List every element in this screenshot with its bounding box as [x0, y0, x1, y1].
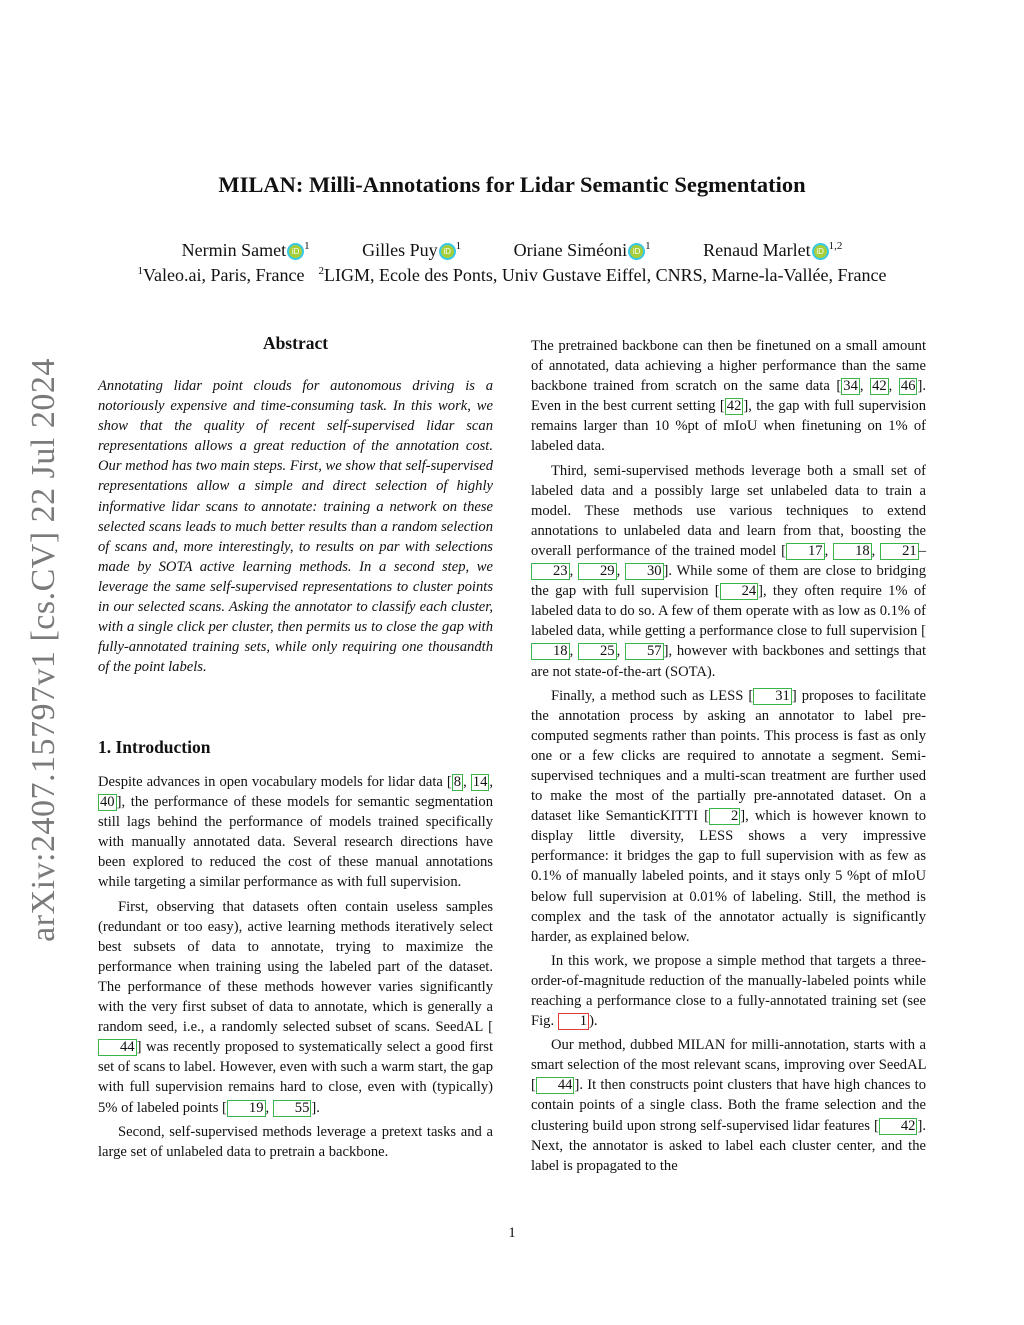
author [362, 240, 461, 261]
citation-link[interactable]: 55 [273, 1100, 312, 1117]
citation-link[interactable]: 29 [578, 563, 617, 580]
paragraph: The pretrained backbone can then be finetuned on a small amount of annotated, data achieving a higher performance than the same backbone trained from scratch on the same data [ 34 , 42 , 46 ]. Even in the best current setting [ 42 ], the gap with full supervision remains larger than 10 %pt of mIoU when finetuning on 1% of labeled data. [531, 338, 927, 455]
author [182, 240, 310, 261]
author-name: Gilles Puy [362, 240, 438, 260]
citation-link[interactable]: 42 [872, 378, 887, 395]
affiliation-ligm: LIGM, Ecole des Ponts, Univ Gustave Eiffel, CNRS, Marne-la-Vallée, France [323, 265, 887, 285]
right-column-body [531, 336, 926, 1180]
introduction-body [98, 772, 493, 1166]
author-name: Oriane Siméoni [513, 240, 628, 260]
abstract-heading: Abstract [262, 333, 329, 353]
citation-link[interactable]: 44 [536, 1077, 575, 1094]
citation-link[interactable]: 44 [98, 1039, 137, 1056]
paragraph: Second, self-supervised methods leverage a pretext tasks and a large set of unlabeled data to pretrain a backbone. [98, 1123, 493, 1160]
author [703, 240, 842, 261]
paragraph: Finally, a method such as LESS [ 31 ] proposes to facilitate the annotation process by asking an annotator to label pre-computed segments rather than points. This process is fast as only one or a few clicks are required to annotate a segment. Semi-supervised techniques and a multi-scan treatment are further used to make the most of the partially pre-annotated dataset. On a dataset like SemanticKITTI [ 2 ], which is however known to display little diversity, LESS shows a very impressive performance: it bridges the gap to full supervision with as few as 0.1% of manually labeled points, and it stays only 5 %pt of mIoU below full supervision at 0.01% of labeling. Still, the method is complex and the task of the annotator actually is significantly harder, as explained below. [531, 687, 926, 945]
page-number: 1 [508, 1225, 516, 1241]
paragraph: Despite advances in open vocabulary models for lidar data [ 8 , 14 , 40 ], the performance of these models for semantic segmentation still lags behind the performance of models trained specifically with manually annotated data. Several research directions have been explored to reduced the cost of these manual annotations while targeting a similar performance as with full supervision. [98, 774, 494, 891]
arxiv-identifier [22, 358, 66, 942]
citation-link[interactable]: 30 [625, 563, 664, 580]
author-list [0, 240, 1024, 261]
affiliations [0, 265, 1024, 286]
citation-link[interactable]: 2 [709, 808, 740, 825]
orcid-icon[interactable]: iD [439, 243, 456, 260]
citation-link[interactable]: 24 [720, 583, 759, 600]
paper-title: MILAN: Milli-Annotations for Lidar Semantic Segmentation [218, 172, 806, 197]
arxiv-identifier-text: arXiv:2407.15797v1 [cs.CV] 22 Jul 2024 [25, 358, 62, 942]
citation-link[interactable]: 21 [880, 543, 919, 560]
abstract-body [98, 376, 493, 681]
citation-link[interactable]: 34 [843, 378, 858, 395]
citation-link[interactable]: 42 [726, 398, 742, 415]
paragraph: Our method, dubbed MILAN for milli-annotation, starts with a smart selection of the most relevant scans, improving over SeedAL [ 44 ]. It then constructs point clusters that have high chances to contain points of a single class. Both the frame selection and the clustering build upon strong self-supervised lidar features [ 42 ]. Next, the annotator is asked to label each cluster center, and the label is propagated to the [531, 1037, 926, 1174]
author [514, 240, 651, 261]
citation-link[interactable]: 46 [900, 378, 916, 395]
affiliation-valeo: Valeo.ai, Paris, France [143, 265, 305, 285]
citation-link[interactable]: 18 [833, 543, 872, 560]
orcid-icon[interactable]: iD [628, 243, 645, 260]
introduction-heading: 1. Introduction [98, 737, 211, 757]
paragraph: First, observing that datasets often contain useless samples (redundant or too easy), active learning methods iteratively select best subsets of data to annotate, trying to maximize the performance when training using the labeled part of the dataset. The performance of these methods however varies significantly with the very first subset of data to annotate, which is generally a random seed, i.e., a randomly selected subset of scans. SeedAL [44 ] was recently proposed to systematically select a good first set of scans to label. However, even with such a warm start, the gap with full supervision remains hard to close, even with (typically) 5% of labeled points [ 19 , 55 ]. [98, 898, 493, 1116]
figure-link[interactable]: 1 [558, 1013, 589, 1030]
author-affiliation-mark: 1 [645, 240, 651, 252]
citation-link[interactable]: 14 [472, 774, 488, 790]
citation-link[interactable]: 19 [227, 1100, 266, 1117]
citation-link[interactable]: 40 [100, 794, 115, 811]
author-name: Renaud Marlet [703, 240, 811, 260]
citation-link[interactable]: 57 [625, 643, 664, 660]
affiliation-mark: 2 [318, 265, 324, 277]
abstract-text: Annotating lidar point clouds for autonomous driving is a notoriously expensive and time-consuming task. In this work, we show that the quality of recent self-supervised lidar scan representations allows a great reduction of the annotation cost. Our method has two main steps. First, we show that self-supervised representations allow a simple and direct selection of highly informative lidar scans to annotate: training a network on these selected scans leads to much better results than a random selection of scans and, more interestingly, to results on par with selections made by SOTA active learning methods. In a second step, we leverage the same self-supervised representations to cluster points in our selected scans. Asking the annotator to classify each cluster, with a single click per cluster, then permits us to close the gap with fully-annotated training sets, while only requiring one thousandth of the point labels. [98, 378, 493, 676]
orcid-icon[interactable]: iD [812, 243, 829, 260]
citation-link[interactable]: 25 [578, 643, 617, 660]
citation-link[interactable]: 18 [531, 643, 570, 660]
author-affiliation-mark: 1 [304, 240, 310, 252]
citation-link[interactable]: 42 [879, 1118, 918, 1135]
author-name: Nermin Samet [181, 240, 287, 260]
citation-link[interactable]: 8 [453, 774, 462, 790]
orcid-icon[interactable]: iD [287, 243, 304, 260]
paragraph: Third, semi-supervised methods leverage both a small set of labeled data and a possibly large set unlabeled data to train a model. These methods use various techniques to extend annotations to unlabeled data and learn from that, boosting the overall performance of the trained model [ 17 , 18 , 21 –23 , 29 , 30 ]. While some of them are close to bridging the gap with full supervision [ 24 ], they often require 1% of labeled data to do so. A few of them operate with as low as 0.1% of labeled data, while getting a performance close to full supervision [18 , 25 , 57 ], however with backbones and settings that are not state-of-the-art (SOTA). [531, 462, 927, 680]
affiliation-mark: 1 [137, 265, 143, 277]
citation-link[interactable]: 17 [786, 543, 825, 560]
citation-link[interactable]: 23 [531, 563, 570, 580]
author-affiliation-mark: 1,2 [828, 240, 843, 252]
paragraph: In this work, we propose a simple method that targets a three-order-of-magnitude reduction of the manually-labeled points while reaching a performance close to a fully-annotated training set (see Fig. 1 ). [531, 952, 926, 1030]
author-affiliation-mark: 1 [455, 240, 462, 252]
citation-link[interactable]: 31 [753, 688, 792, 705]
